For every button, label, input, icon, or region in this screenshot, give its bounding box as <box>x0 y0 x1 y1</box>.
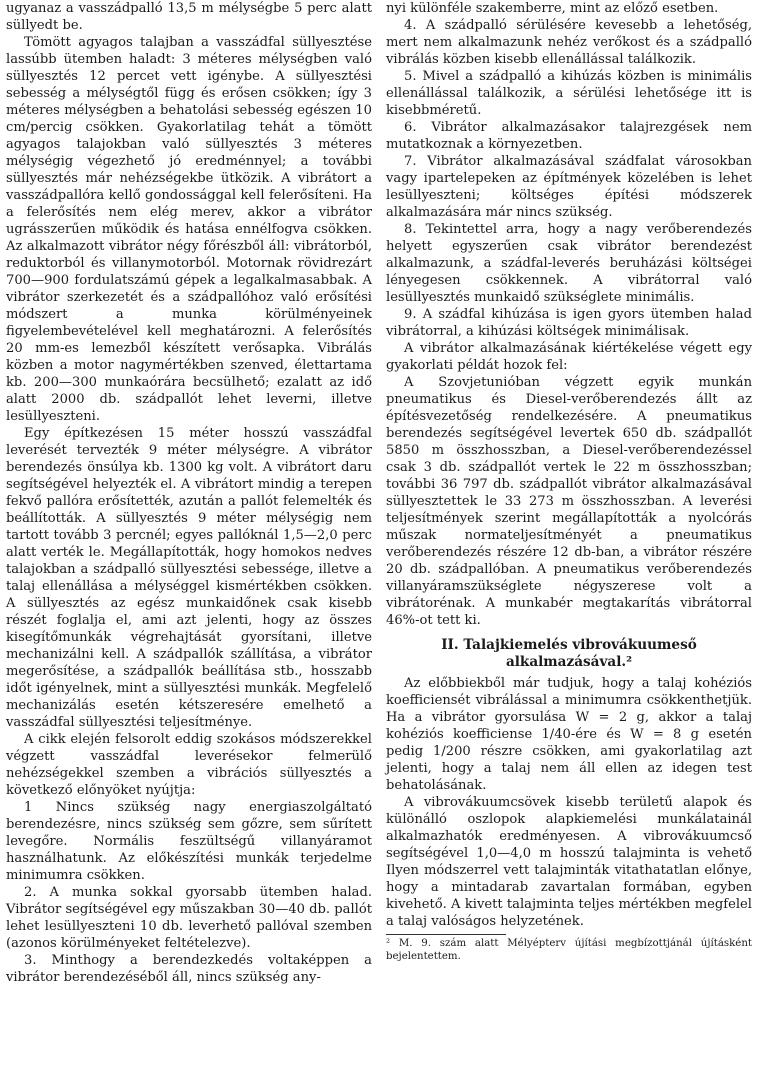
left-column <box>6 0 372 986</box>
paragraph: 4. A szádpalló sérülésére kevesebb a lehetőség, mert nem alkalmazunk nehéz verőkost és a szádpalló vibrálás közben kisebb ellenállással találkozik. <box>386 18 752 67</box>
paragraph: A vibrovákuumcsövek kisebb területű alapok és különálló oszlopok alapkiemelési munkálatainál alkalmazhatók eredményesen. A vibrovákuumcső segítségével 1,0—4,0 m hosszú talajminta is vehető Ilyen módszerrel vett talajminták vitathatatlan előnye, hogy a mintadarab zavartalan formában, egyben kivehető. A kivett talajminta teljes mértékben megfelel a talaj valóságos helyzetének. <box>386 795 752 929</box>
paragraph: 8. Tekintettel arra, hogy a nagy verőberendezés helyett egyszerűen csak vibrátor berendezést alkalmazunk, a szádfal-leverés beruházási költségei lényegesen csökkennek. A vibrátorral való lesüllyesztés munkaidő szükséglete minimális. <box>386 222 752 305</box>
paragraph: nyi különféle szakemberre, mint az előző esetben. <box>386 1 719 16</box>
section-heading: II. Talajkiemelés vibrovákuumeső alkalmazásával.² <box>441 637 697 670</box>
paragraph: 6. Vibrátor alkalmazásakor talajrezgések nem mutatkoznak a környezetben. <box>386 120 752 152</box>
paragraph: 2. A munka sokkal gyorsabb ütemben halad. Vibrátor segítségével egy műszakban 30—40 db. pallót lehet lesüllyeszteni 10 db. leverhető pallóval szemben (azonos körülményeket feltételezve). <box>6 885 372 951</box>
paragraph: 3. Minthogy a berendezkedés voltaképpen a vibrátor berendezéséből áll, nincs szükség any- <box>6 953 372 985</box>
paragraph: A cikk elején felsorolt eddig szokásos módszerekkel végzett vasszádfal leverésekor felmerülő nehézségekkel szemben a vibrációs süllyesztés a következő előnyöket nyújtja: <box>6 732 372 798</box>
paragraph: Egy építkezésen 15 méter hosszú vasszádfal leverését tervezték 9 méter mélységre. A vibrátor berendezés önsúlya kb. 1300 kg volt. A vibrátort daru segítségével helyezték el. A vibrátort mindig a terepen fekvő pallóra erősítették, azután a pallót felemelték és beállították. A süllyesztés 9 méter mélységig nem tartott tovább 3 percnél; egyes pallóknál 1,5—2,0 perc alatt verték le. Megállapították, hogy homokos nedves talajokban a szádpalló süllyesztési sebessége, illetve a talaj ellenállása a mélységgel kismértékben csökken. A süllyesztés az egész munkaidőnek csak kisebb részét foglalja el, ami azt jelenti, hogy az összes kisegítőmunkák végrehajtását gyorsítani, illetve mechanizálni kell. A szádpallók szállítása, a vibrátor megerősítése, a szádpallók beállítása stb., hosszabb időt igényelnek, mint a süllyesztési munkák. Megfelelő mechanizálás esetén kétszeresére emelhető a vasszádfal süllyesztési teljesítménye. <box>6 426 372 730</box>
footnote-divider <box>386 934 506 935</box>
paragraph: 7. Vibrátor alkalmazásával szádfalat városokban vagy ipartelepeken az építmények közelében is lehet lesüllyeszteni; költséges építési módszerek alkalmazására már nincs szükség. <box>386 154 752 220</box>
paragraph: ugyanaz a vasszádpalló 13,5 m mélységbe 5 perc alatt süllyedt be. <box>6 1 372 33</box>
paragraph: 9. A szádfal kihúzása is igen gyors ütemben halad vibrátorral, a kihúzási költségek minimálisak. <box>386 307 752 339</box>
paragraph: 1 Nincs szükség nagy energiaszolgáltató berendezésre, nincs szükség sem gőzre, sem sűrített levegőre. Normális feszültségű villanyáramot használhatunk. Az előkészítési munkák terjedelme minimumra csökken. <box>6 800 372 883</box>
paragraph: Az előbbiekből már tudjuk, hogy a talaj kohéziós koefficiensét vibrálással a minimumra csökkenthetjük. Ha a vibrátor gyorsulása W = 2 g, akkor a talaj kohéziós koefficiense 1/40-ére és W = 8 g esetén pedig 1/200 részre csökken, ami gyakorlatilag azt jelenti, hogy a talaj nem áll ellen az idegen test behatolásának. <box>386 676 752 793</box>
paragraph: A Szovjetunióban végzett egyik munkán pneumatikus és Diesel-verőberendezés állt az építésvezetőség rendelkezésére. A pneumatikus berendezés segítségével levertek 650 db. szádpallót 5850 m összhosszban, a Diesel-verőberendezéssel csak 3 db. szádpallót vertek le 22 m összhosszban; további 36 797 db. szádpallót vibrátor alkalmazásával süllyesztettek le 33 273 m összhosszban. A leverési teljesítmények szerint megállapították a nyolcórás műszak normateljesítményét a pneumatikus verőberendezés részére 12 db-ban, a vibrátor részére 20 db. szádpallóban. A pneumatikus verőberendezés villanyáramszükséglete négyszerese volt a vibrátorénak. A munkabér megtakarítás vibrátorral 46%-ot tett ki. <box>386 375 752 628</box>
paragraph: Tömött agyagos talajban a vasszádfal süllyesztése lassúbb ütemben haladt: 3 méteres mélységben való süllyesztés 12 percet vett igénybe. A süllyesztési sebesség a mélységtől függ és erősen csökken; így 3 méteres mélységben a behatolási sebesség egészen 10 cm/percig csökken. Gyakorlatilag tehát a tömött agyagos talajokban való süllyesztés 3 méteres mélységig végezhető jó eredménnyel; a további süllyesztés már nehézségekbe ütközik. A vibrátort a vasszádpallóra kellő gondossággal kell felerősíteni. Ha a felerősítés nem elég merev, akkor a vibrátor ugrásszerűen működik és hatása ennélfogva csökken. Az alkalmazott vibrátor négy főrészből áll: vibrátorból, reduktorból és villanymotorból. Motornak rövidrezárt 700—900 fordulatszámú gépek a legalkalmasabbak. A vibrátor szerkezetét és a szádpallóhoz való erősítési módszert a munka körülményeinek figyelembevételével kell meghatározni. A felerősítés 20 mm-es lemezből készített verősapka. Vibrálás közben a motor nagymértékben szenved, élettartama kb. 200—300 munkaórára becsülhető; ezalatt az idő alatt 2000 db. szádpallót lehet leverni, illetve lesüllyeszteni. <box>6 35 372 424</box>
paragraph: A vibrátor alkalmazásának kiértékelése végett egy gyakorlati példát hozok fel: <box>386 341 752 373</box>
footnote: ² M. 9. szám alatt Mélyépterv újítási megbízottjánál újításként bejelentettem. <box>386 938 752 962</box>
right-column <box>386 0 752 963</box>
paragraph: 5. Mivel a szádpalló a kihúzás közben is minimális ellenállással találkozik, a sérülési lehetősége itt is kisebbméretű. <box>386 69 752 118</box>
